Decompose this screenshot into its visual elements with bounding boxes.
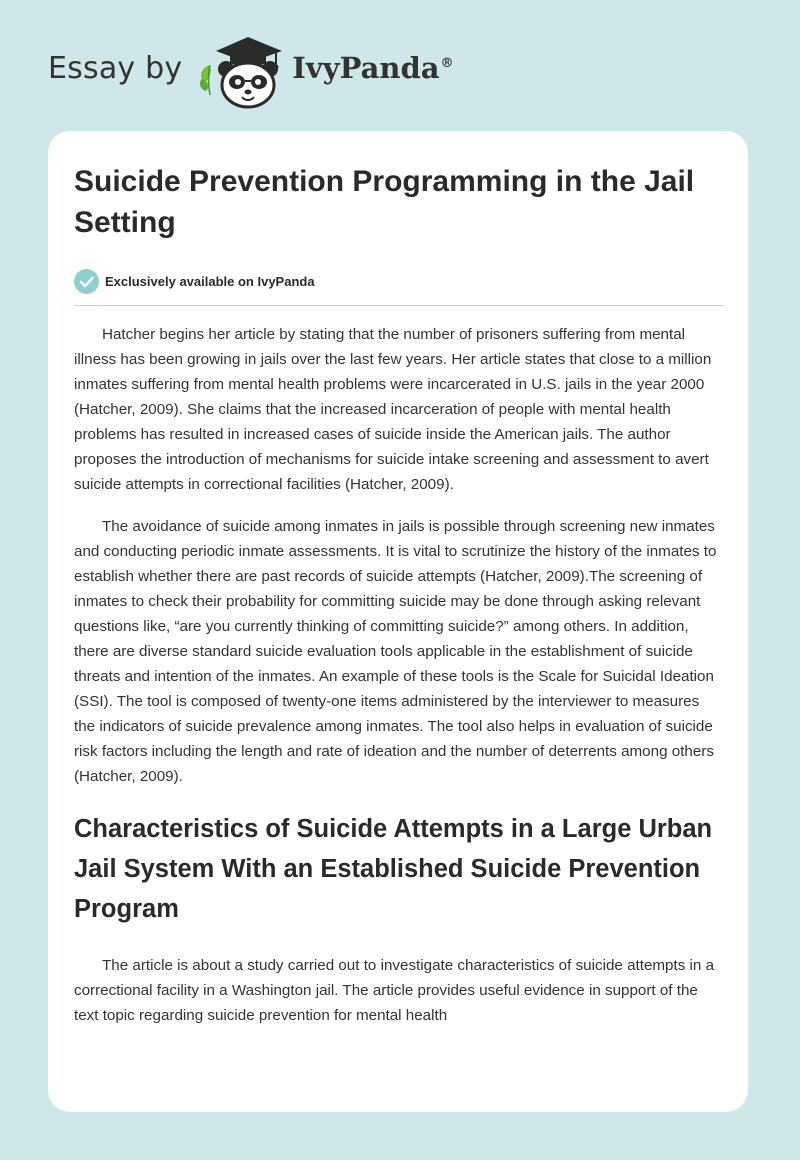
essay-content [74, 161, 724, 1028]
paragraph-1: Hatcher begins her article by stating that the number of prisoners suffering from mental illness has been growing in jails over the last few years. Her article states that close to a million inmates suffering from mental health problems were incarcerated in U.S. jails in the year 2000 (Hatcher, 2009). She claims that the increased incarceration of people with mental health problems has resulted in increased cases of suicide inside the American jails. The author proposes the introduction of mechanisms for suicide intake screening and assessment to avert suicide attempts in correctional facilities (Hatcher, 2009). [74, 326, 712, 493]
section-heading: Characteristics of Suicide Attempts in a Large Urban Jail System With an Established Suicide Prevention Program [74, 815, 713, 923]
brand-name [292, 51, 453, 85]
brand-name-text: IvyPanda [292, 51, 440, 85]
essay-title: Suicide Prevention Programming in the Jail Setting [74, 165, 695, 239]
panda-graduate-icon [196, 31, 292, 109]
brand-prefix: Essay by [48, 50, 183, 86]
paragraph-2: The avoidance of suicide among inmates in jails is possible through screening new inmates and conducting periodic inmate assessments. It is vital to scrutinize the history of the inmates to establish whether there are past records of suicide attempts (Hatcher, 2009).The screening of inmates to check their probability for committing suicide may be done through asking relevant questions like, “are you currently thinking of committing suicide?” among others. In addition, there are diverse standard suicide evaluation tools applicable in the establishment of suicide threats and intention of the inmates. An example of these tools is the Scale for Suicidal Ideation (SSI). The tool is composed of twenty-one items administered by the interviewer to measures the indicators of suicide prevalence among inmates. The tool also helps in evaluation of suicide risk factors including the length and rate of ideation and the number of deterrents among others (Hatcher, 2009). [74, 518, 717, 785]
registered-mark: ® [440, 56, 454, 72]
divider [74, 305, 724, 306]
check-circle-icon [74, 269, 99, 294]
brand-header [48, 30, 454, 110]
section-paragraph: The article is about a study carried out to investigate characteristics of suicide attempts in a correctional facility in a Washington jail. The article provides useful evidence in support of the text topic regarding suicide prevention for mental health [74, 957, 715, 1024]
exclusive-label: Exclusively available on IvyPanda [105, 273, 315, 289]
essay-card [48, 131, 748, 1112]
exclusive-badge [74, 267, 724, 295]
